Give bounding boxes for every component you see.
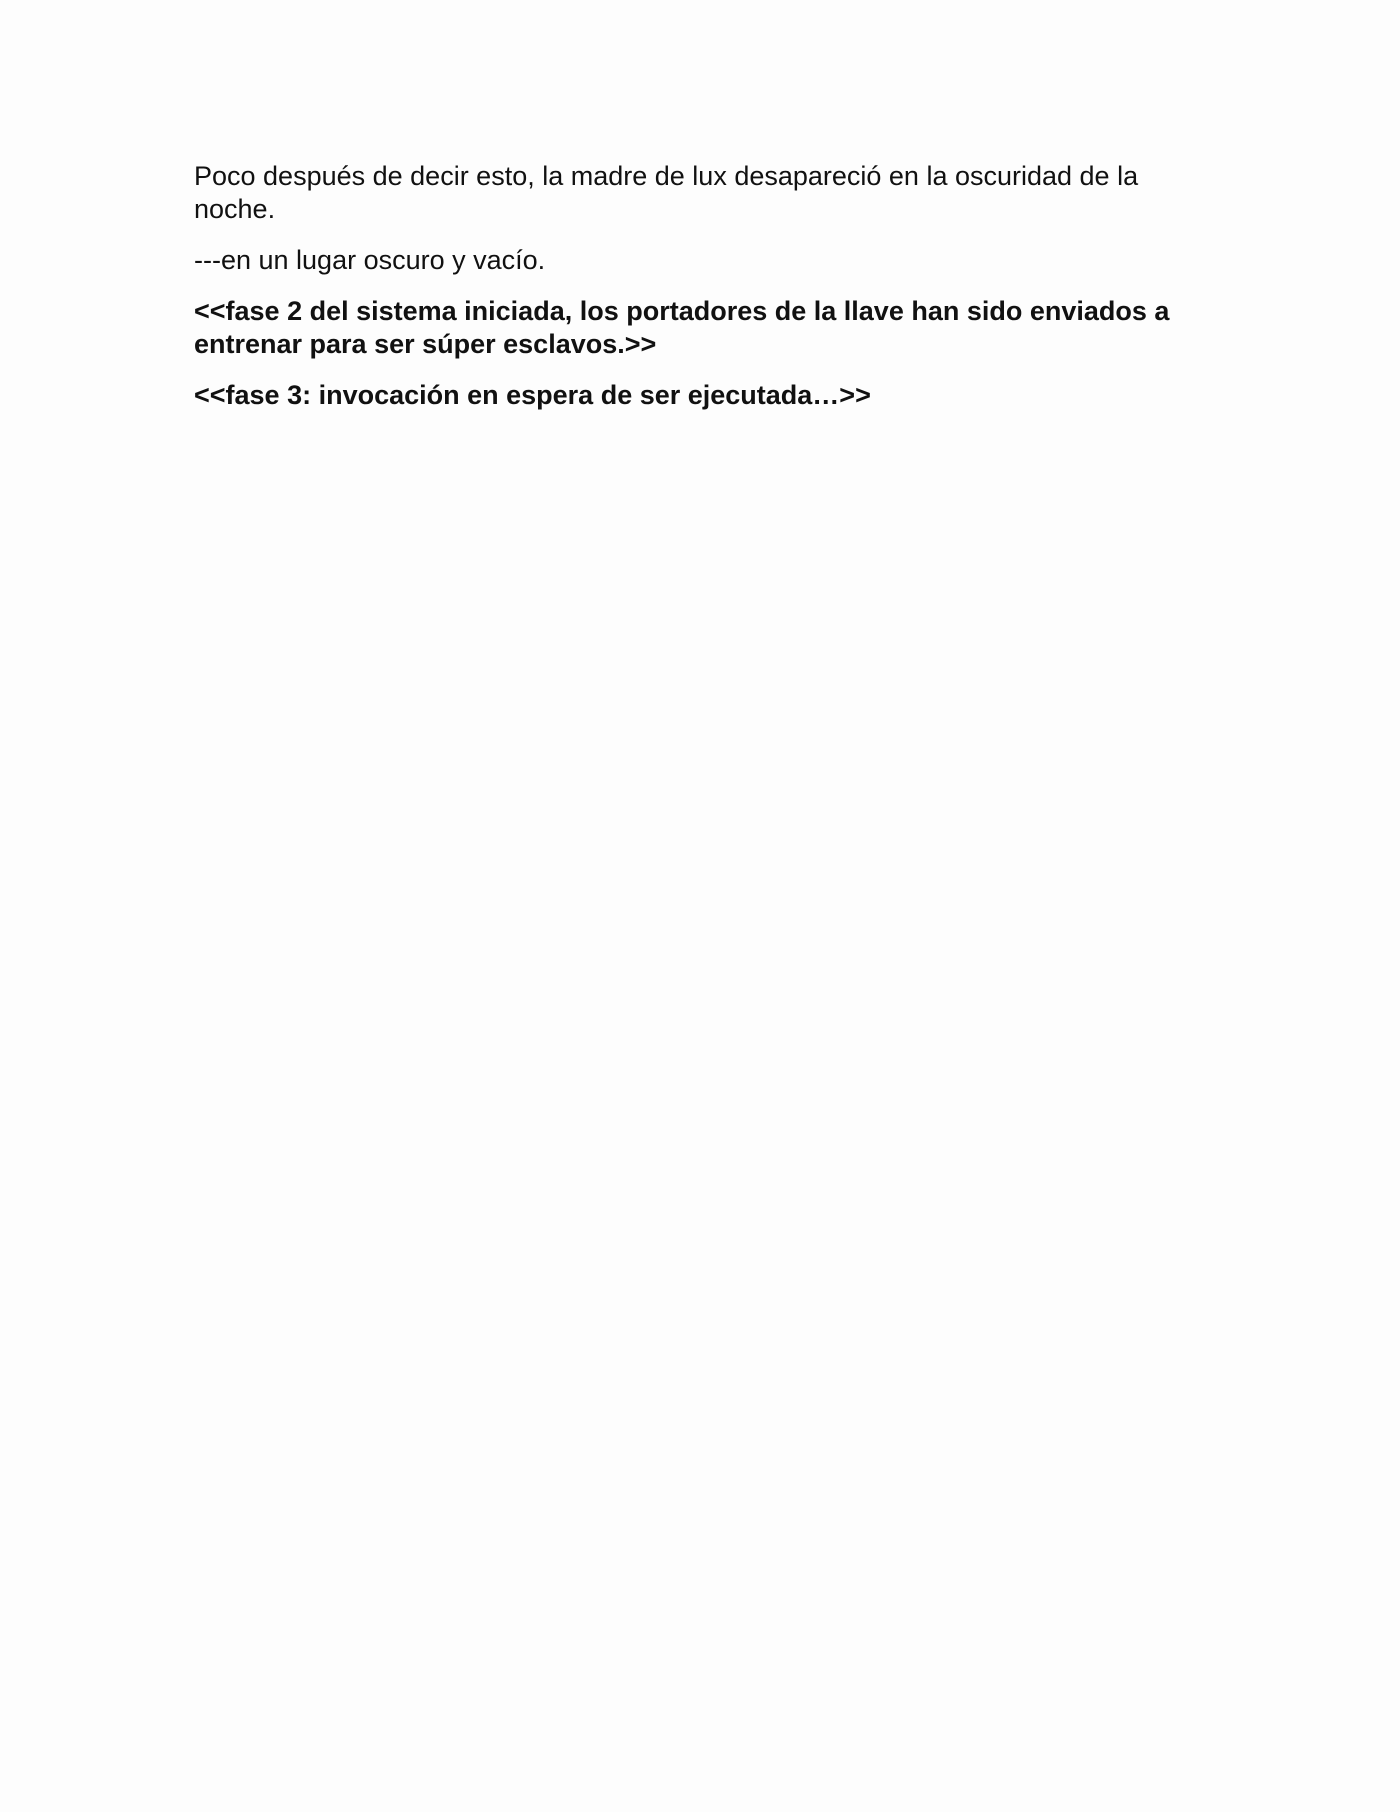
paragraph-system-message-phase-3: <<fase 3: invocación en espera de ser ejecutada…>>: [194, 380, 871, 410]
paragraph-narration: Poco después de decir esto, la madre de lux desapareció en la oscuridad de la noche.: [194, 161, 1139, 224]
document-page: [194, 160, 1204, 430]
paragraph-system-message-phase-2: <<fase 2 del sistema iniciada, los portadores de la llave han sido enviados a entrenar para ser súper esclavos.>>: [194, 296, 1170, 359]
paragraph-scene-change: ---en un lugar oscuro y vacío.: [194, 245, 546, 275]
